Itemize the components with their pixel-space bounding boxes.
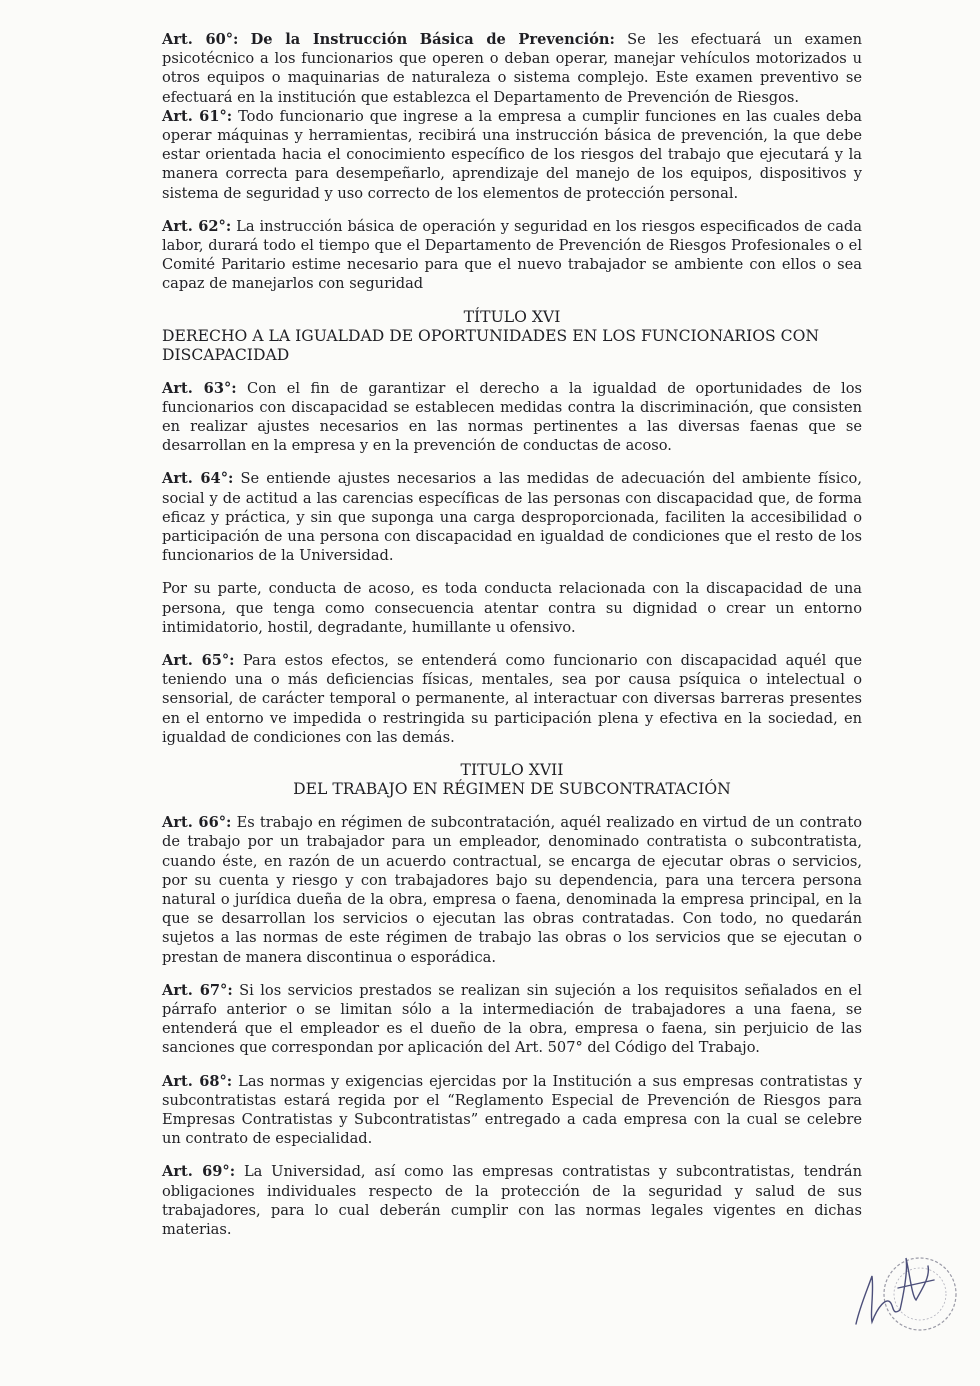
title-xvii [162, 761, 862, 799]
article-60 [162, 30, 862, 107]
article-label: Art. 64°: [162, 470, 234, 488]
document-page [162, 30, 862, 1253]
article-label: Art. 60°: [162, 31, 239, 48]
article-65 [162, 651, 862, 747]
article-text: Las normas y exigencias ejercidas por la Institución a sus empresas contratistas y subcontratistas estará regida por el “Reglamento Especial de Prevención de Riesgos para Empresas Contratistas y Subcontratistas” entregado a cada empresa con la cual se celebre un contrato de especialidad. [162, 1072, 862, 1148]
article-title: De la Instrucción Básica de Prevención: [250, 31, 615, 48]
article-text: La Universidad, así como las empresas contratistas y subcontratistas, tendrán obligaciones individuales respecto de la protección de la seguridad y salud de sus trabajadores, para lo cual deberán cumplir con las normas legales vigentes en dichas materias. [162, 1163, 862, 1238]
article-label: Art. 65°: [162, 652, 235, 670]
paragraph-text: Por su parte, conducta de acoso, es toda conducta relacionada con la discapacidad de una persona, que tenga como consecuencia atentar contra su dignidad o crear un entorno intimidatorio, hostil, degradante, humillante u ofensivo. [162, 580, 862, 636]
article-text: Todo funcionario que ingrese a la empresa a cumplir funciones en las cuales deba operar máquinas y herramientas, recibirá una instrucción básica de prevención, la que debe estar orientada hacia el conocimiento específico de los riesgos del trabajo que ejecutará y la manera correcta para desempeñarlo, aprendizaje del manejo de los equipos, dispositivos y sistema de seguridad y uso correcto de los elementos de protección personal. [162, 107, 862, 202]
article-label: Art. 62°: [162, 217, 232, 235]
article-68 [162, 1072, 862, 1149]
article-67 [162, 981, 862, 1058]
article-label: Art. 63°: [162, 379, 237, 397]
signature-stamp [842, 1236, 966, 1346]
article-label: Art. 61°: [162, 107, 233, 125]
article-label: Art. 67°: [162, 981, 233, 999]
article-text: Es trabajo en régimen de subcontratación, aquél realizado en virtud de un contrato de trabajo por un trabajador para un empleador, denominado contratista o subcontratista, cuando éste, en razón de un acuerdo contractual, se encarga de ejecutar obras o servicios, por su cuenta y riesgo y con trabajadores bajo su dependencia, para una tercera persona natural o jurídica dueña de la obra, empresa o faena, denominada la empresa principal, en la que se desarrollan los servicios o ejecutan las obras contratadas. Con todo, no quedarán sujetos a las normas de este régimen de trabajo las obras o los servicios que se ejecutan o prestan de manera discontinua o esporádica. [162, 814, 862, 966]
article-text: Para estos efectos, se entenderá como funcionario con discapacidad aquél que teniendo una o más deficiencias físicas, mentales, sea por causa psíquica o intelectual o sensorial, de carácter temporal o permanente, al interactuar con diversas barreras presentes en el entorno ve impedida o restringida su participación plena y efectiva en la sociedad, en igualdad de condiciones con las demás. [162, 652, 862, 746]
article-69 [162, 1162, 862, 1239]
title-heading: DEL TRABAJO EN RÉGIMEN DE SUBCONTRATACIÓN [293, 780, 731, 799]
title-number: TITULO XVII [460, 761, 564, 780]
article-label: Art. 69°: [162, 1163, 236, 1181]
article-64 [162, 469, 862, 565]
paragraph-acoso [162, 579, 862, 637]
article-text: La instrucción básica de operación y seguridad en los riesgos especificados de cada labor, durará todo el tiempo que el Departamento de Prevención de Riesgos Profesionales o el Comité Paritario estime necesario para que el nuevo trabajador se ambiente con ellos o sea capaz de manejarlos con seguridad [162, 217, 862, 293]
article-text: Si los servicios prestados se realizan sin sujeción a los requisitos señalados en el párrafo anterior o se limitan sólo a la intermediación de trabajadores a una faena, se entenderá que el empleador es el dueño de la obra, empresa o faena, sin perjuicio de las sanciones que correspondan por aplicación del Art. 507° del Código del Trabajo. [162, 981, 862, 1057]
article-63 [162, 379, 862, 456]
article-66 [162, 813, 862, 967]
title-xvi [162, 308, 862, 365]
title-heading: DERECHO A LA IGUALDAD DE OPORTUNIDADES EN LOS FUNCIONARIOS CON DISCAPACIDAD [162, 326, 820, 364]
article-text: Se entiende ajustes necesarios a las medidas de adecuación del ambiente físico, social y de actitud a las carencias específicas de las personas con discapacidad que, de forma eficaz y práctica, y sin que suponga una carga desproporcionada, faciliten la accesibilidad o participación de una persona con discapacidad en igualdad de condiciones que el resto de los funcionarios de la Universidad. [162, 470, 862, 565]
article-text: Con el fin de garantizar el derecho a la igualdad de oportunidades de los funcionarios con discapacidad se establecen medidas contra la discriminación, que consisten en realizar ajustes necesarios en las normas pertinentes a las diversas faenas que se desarrollan en la empresa y en la prevención de conductas de acoso. [162, 379, 862, 455]
article-label: Art. 66°: [162, 814, 232, 832]
article-61 [162, 107, 862, 203]
title-number: TÍTULO XVI [463, 307, 561, 326]
article-text: Se les efectuará un examen psicotécnico a los funcionarios que operen o deban operar, manejar vehículos motorizados u otros equipos o maquinarias de naturaleza o sistema complejo. Este examen preventivo se efectuará en la institución que establezca el Departamento de Prevención de Riesgos. [162, 31, 862, 106]
article-label: Art. 68°: [162, 1072, 233, 1090]
article-62 [162, 217, 862, 294]
